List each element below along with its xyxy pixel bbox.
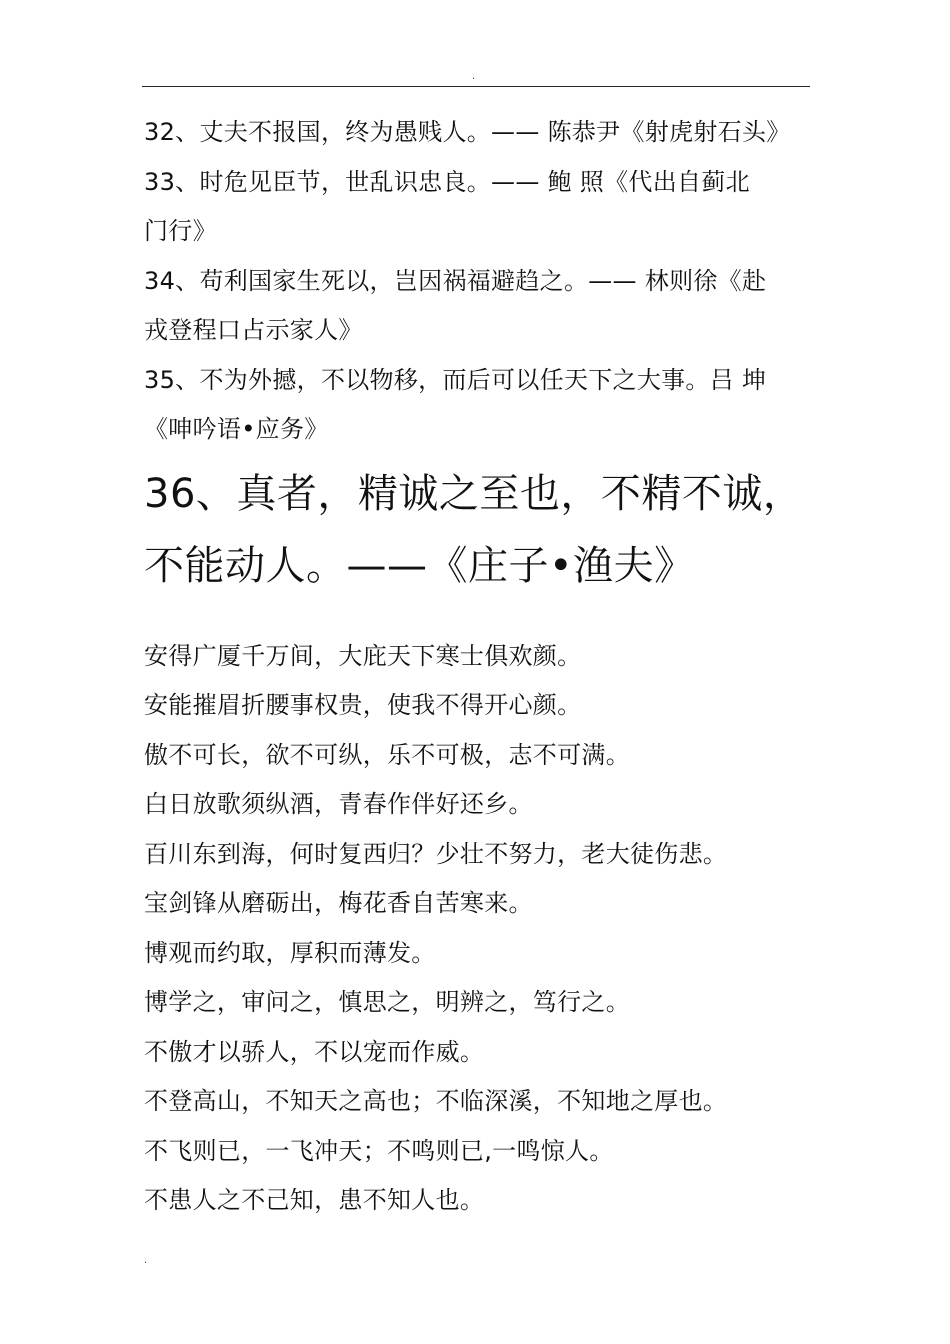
document-body — [144, 108, 814, 1226]
saying-line: 不飞则已，一飞冲天；不鸣则已,一鸣惊人。 — [144, 1136, 614, 1165]
saying-line: 博学之，审问之，慎思之，明辨之，笃行之。 — [144, 988, 630, 1016]
quote-33-line2: 门行》 — [144, 217, 217, 245]
quote-35-line1: 35、不为外撼，不以物移，而后可以任天下之大事。吕 坤 — [144, 365, 767, 394]
quote-34-line2: 戎登程口占示家人》 — [144, 316, 363, 344]
saying-line: 博观而约取，厚积而薄发。 — [144, 938, 436, 967]
saying-line: 傲不可长，欲不可纵，乐不可极，志不可满。 — [144, 740, 630, 769]
quote-32: 32、丈夫不报国，终为愚贱人。—— 陈恭尹《射虎射石头》 — [144, 118, 791, 146]
header-rule — [142, 86, 810, 87]
saying-line: 不患人之不己知，患不知人也。 — [144, 1186, 485, 1214]
saying-line: 不傲才以骄人，不以宠而作威。 — [144, 1037, 485, 1066]
saying-line: 安能摧眉折腰事权贵，使我不得开心颜。 — [144, 691, 582, 719]
section-gap — [144, 602, 814, 632]
saying-line: 不登高山，不知天之高也；不临深溪，不知地之厚也。 — [144, 1087, 728, 1115]
saying-line: 白日放歌须纵酒，青春作伴好还乡。 — [144, 790, 533, 818]
quote-36-line1: 36、真者，精诚之至也，不精不诚， — [144, 470, 804, 517]
footer-mark: . — [144, 1255, 148, 1266]
saying-line: 安得广厦千万间，大庇天下寒士俱欢颜。 — [144, 641, 582, 670]
saying-line: 百川东到海，何时复西归？少壮不努力，老大徒伤悲。 — [144, 839, 728, 868]
quote-35-line2: 《呻吟语•应务》 — [144, 415, 329, 443]
header-mark: . — [472, 71, 476, 82]
quote-33-line1: 33、时危见臣节，世乱识忠良。—— 鲍 照《代出自蓟北 — [144, 167, 750, 196]
quote-34-line1: 34、苟利国家生死以，岂因祸福避趋之。—— 林则徐《赴 — [144, 266, 767, 295]
quote-36-line2: 不能动人。——《庄子•渔夫》 — [144, 542, 695, 589]
saying-line: 宝剑锋从磨砺出，梅花香自苦寒来。 — [144, 889, 533, 917]
